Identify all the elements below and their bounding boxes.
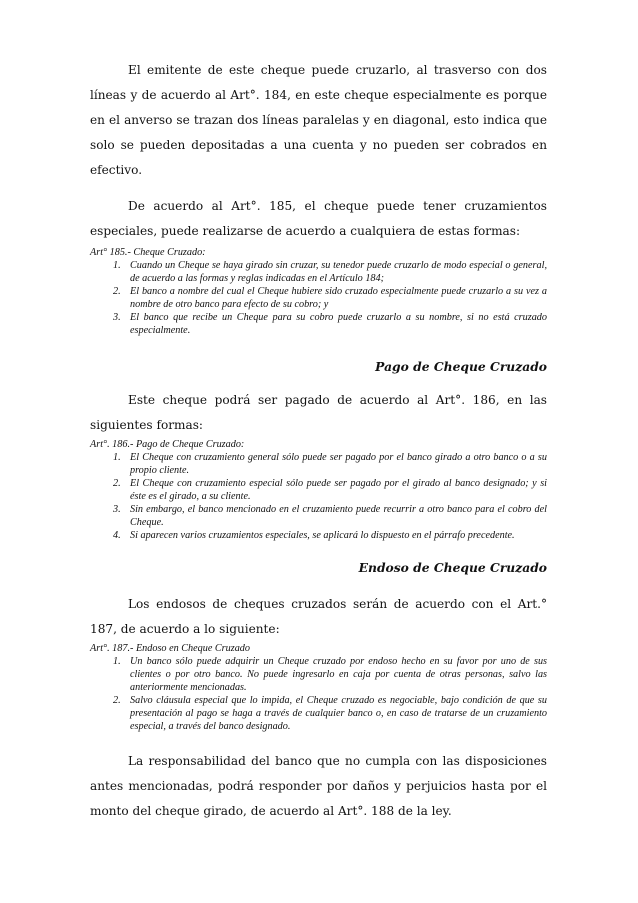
paragraph-5-text: La responsabilidad del banco que no cumpla con las disposiciones antes mencionadas, podrá responder por daños y perjuicios hasta por el monto del cheque girado, de acuerdo al Art°. 188 de la ley. — [90, 754, 547, 818]
list-item: 1. Cuando un Cheque se haya girado sin cruzar, su tenedor puede cruzarlo de modo especial o general, de acuerdo a las formas y reglas indicadas en el Artículo 184; — [113, 260, 547, 284]
list-item: 2. El Cheque con cruzamiento especial sólo puede ser pagado por el girado al banco designado; y si éste es el girado, a su cliente. — [113, 478, 547, 502]
paragraph-3-text: Este cheque podrá ser pagado de acuerdo al Art°. 186, en las siguientes formas: — [90, 393, 547, 432]
section-heading-endoso: Endoso de Cheque Cruzado — [358, 560, 547, 575]
section-heading-pago: Pago de Cheque Cruzado — [375, 359, 547, 374]
art187-title: Art°. 187.- Endoso en Cheque Cruzado — [90, 643, 250, 654]
list-item: 4. Si aparecen varios cruzamientos especiales, se aplicará lo dispuesto en el párrafo precedente. — [113, 530, 515, 541]
art187-list — [90, 655, 547, 733]
paragraph-1-text: El emitente de este cheque puede cruzarlo, al trasverso con dos líneas y de acuerdo al Art°. 184, en este cheque especialmente es porque en el anverso se trazan dos líneas paralelas y en diagonal, esto indica que solo se pueden depositadas a una cuenta y no pueden ser cobrados en efectivo. — [90, 63, 547, 177]
paragraph-3 — [90, 388, 547, 438]
art186-title: Art°. 186.- Pago de Cheque Cruzado: — [90, 439, 245, 450]
list-item: 3. El banco que recibe un Cheque para su cobro puede cruzarlo a su nombre, si no está cruzado especialmente. — [113, 312, 547, 336]
list-item: 1. Un banco sólo puede adquirir un Cheque cruzado por endoso hecho en su favor por uno de sus clientes o por otro banco. No puede ingresarlo en caja por cuenta de otras personas, salvo las anteriormente mencionadas. — [113, 656, 547, 693]
paragraph-5 — [90, 749, 547, 824]
paragraph-4-text: Los endosos de cheques cruzados serán de acuerdo con el Art.° 187, de acuerdo a lo siguiente: — [90, 597, 547, 636]
paragraph-4 — [90, 592, 547, 642]
paragraph-2 — [90, 194, 547, 244]
art185-title: Art° 185.- Cheque Cruzado: — [90, 247, 206, 258]
paragraph-2-text: De acuerdo al Art°. 185, el cheque puede tener cruzamientos especiales, puede realizarse de acuerdo a cualquiera de estas formas: — [90, 199, 547, 238]
art186-list — [90, 451, 547, 542]
paragraph-1 — [90, 58, 547, 183]
art185-list — [90, 259, 547, 337]
list-item: 2. Salvo cláusula especial que lo impida, el Cheque cruzado es negociable, bajo condición de que su presentación al pago se haga a través de cualquier banco o, en caso de tratarse de un cruzamiento especial, a través del banco designado. — [113, 695, 547, 732]
list-item: 3. Sin embargo, el banco mencionado en el cruzamiento puede recurrir a otro banco para el cobro del Cheque. — [113, 504, 547, 528]
list-item: 1. El Cheque con cruzamiento general sólo puede ser pagado por el banco girado a otro banco o a su propio cliente. — [113, 452, 547, 476]
document-page — [90, 58, 547, 824]
list-item: 2. El banco a nombre del cual el Cheque hubiere sido cruzado especialmente puede cruzarlo a su vez a nombre de otro banco para efecto de su cobro; y — [113, 286, 547, 310]
